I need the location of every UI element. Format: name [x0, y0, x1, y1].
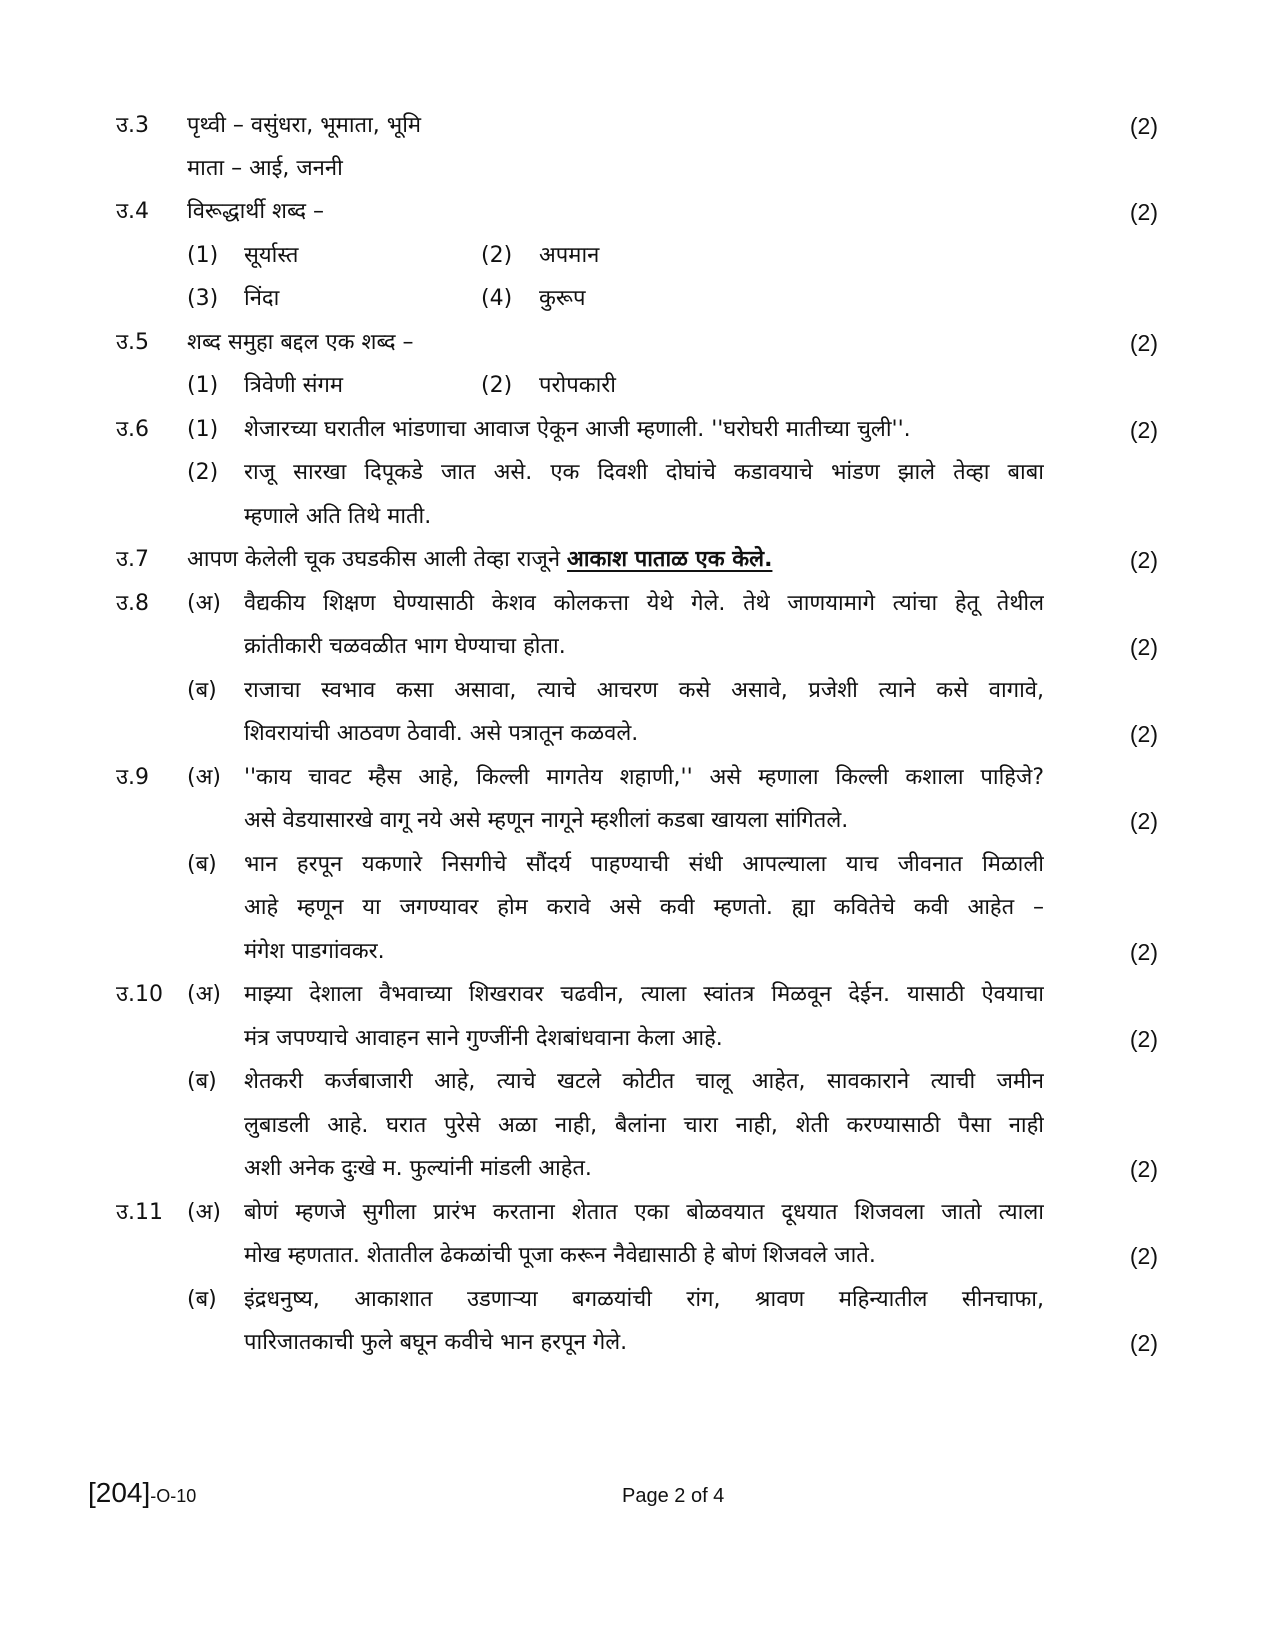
question-heading: शब्द समुहा बद्दल एक शब्द – [187, 330, 414, 355]
question-number: उ.6 [116, 417, 150, 442]
question-9-a-line-2 [0, 801, 1275, 841]
answer-text: म्हणाले अति तिथे माती. [244, 504, 432, 529]
marks: (2) [1129, 808, 1158, 834]
marks: (2) [1129, 1026, 1158, 1052]
answer-text: मंत्र जपण्याचे आवाहन साने गुण्जींनी देशबांधवाना केला आहे. [244, 1026, 723, 1051]
question-4-pair-2 [0, 279, 1275, 319]
marks: (2) [1129, 1330, 1158, 1356]
question-3-line-1 [0, 106, 1275, 146]
question-5-heading [0, 323, 1275, 363]
question-11-b [0, 1280, 1275, 1320]
question-number: उ.8 [116, 591, 150, 616]
question-11-a-line-2 [0, 1236, 1275, 1276]
question-8-a-line-2 [0, 627, 1275, 667]
answer-text: आहे म्हणून या जगण्यावर होम करावे असे कवी म्हणतो. ह्या कवितेचे कवी आहेत – [244, 895, 1044, 920]
question-6-item-2 [0, 453, 1275, 493]
item-number: (अ) [187, 765, 221, 790]
underlined-idiom: आकाश पाताळ एक केले. [567, 547, 773, 572]
answer-text [187, 540, 772, 580]
item-text: त्रिवेणी संगम [244, 373, 344, 398]
question-9-b-line-2 [0, 888, 1275, 928]
answer-text: राजू सारखा दिपूकडे जात असे. एक दिवशी दोघांचे कडावयाचे भांडण झाले तेव्हा बाबा [244, 460, 1044, 485]
answer-text: शेतकरी कर्जबाजारी आहे, त्याचे खटले कोटीत चालू आहेत, सावकाराने त्याची जमीन [244, 1069, 1044, 1094]
question-9-a [0, 758, 1275, 798]
question-8-b-line-2 [0, 714, 1275, 754]
marks: (2) [1129, 113, 1158, 139]
answer-text: लुबाडली आहे. घरात पुरेसे अळा नाही, बैलांना चारा नाही, शेती करण्यासाठी पैसा नाही [244, 1113, 1044, 1138]
question-10-b-line-3 [0, 1149, 1275, 1189]
item-text: अपमान [539, 243, 600, 268]
marks: (2) [1129, 721, 1158, 747]
answer-text: मंगेश पाडगांवकर. [244, 939, 385, 964]
answer-text: माता – आई, जननी [187, 156, 343, 181]
item-number: (2) [187, 460, 219, 485]
answer-text: क्रांतीकारी चळवळीत भाग घेण्याचा होता. [244, 634, 566, 659]
question-number: उ.4 [116, 199, 150, 224]
question-number: उ.9 [116, 765, 150, 790]
item-number: (अ) [187, 1200, 221, 1225]
question-number: उ.10 [116, 982, 164, 1007]
item-text: सूर्यास्त [244, 243, 299, 268]
item-number: (ब) [187, 1069, 217, 1094]
question-4-pair-1 [0, 236, 1275, 276]
item-text: निंदा [244, 286, 280, 311]
marks: (2) [1129, 330, 1158, 356]
marks: (2) [1129, 939, 1158, 965]
item-number: (ब) [187, 852, 217, 877]
question-5-pair-1 [0, 366, 1275, 406]
marks: (2) [1129, 1243, 1158, 1269]
answer-text: ''काय चावट म्हैस आहे, किल्ली मागतेय शहाणी,'' असे म्हणाला किल्ली कशाला पाहिजे? [244, 765, 1044, 790]
marks: (2) [1129, 634, 1158, 660]
marks: (2) [1129, 1156, 1158, 1182]
answer-text: पृथ्वी – वसुंधरा, भूमाता, भूमि [187, 113, 422, 138]
answer-text: बोणं म्हणजे सुगीला प्रारंभ करताना शेतात एका बोळवयात दूधयात शिजवला जातो त्याला [244, 1200, 1044, 1225]
answer-text: मोख म्हणतात. शेतातील ढेकळांची पूजा करून नैवेद्यासाठी हे बोणं शिजवले जाते. [244, 1243, 876, 1268]
question-number: उ.5 [116, 330, 150, 355]
marks: (2) [1129, 417, 1158, 443]
marks: (2) [1129, 199, 1158, 225]
question-10-a-line-2 [0, 1019, 1275, 1059]
marks: (2) [1129, 547, 1158, 573]
paper-code-main: [204] [88, 1477, 151, 1508]
item-number: (ब) [187, 1287, 217, 1312]
item-text: परोपकारी [539, 373, 616, 398]
answer-text: शिवरायांची आठवण ठेवावी. असे पत्रातून कळवले. [244, 721, 639, 746]
item-number: (अ) [187, 591, 221, 616]
item-text: कुरूप [539, 286, 586, 311]
answer-text: भान हरपून यकणारे निसगीचे सौंदर्य पाहण्याची संधी आपल्याला याच जीवनात मिळाली [244, 852, 1044, 877]
item-number: (1) [187, 373, 219, 398]
answer-text: असे वेडयासारखे वागू नये असे म्हणून नागूने म्हशीलां कडबा खायला सांगितले. [244, 808, 849, 833]
question-6-item-2-line-2 [0, 497, 1275, 537]
answer-text: माझ्या देशाला वैभवाच्या शिखरावर चढवीन, त्याला स्वांतत्र मिळवून देईन. यासाठी ऐवयाचा [244, 982, 1044, 1007]
question-11-a [0, 1193, 1275, 1233]
question-10-b [0, 1062, 1275, 1102]
item-number: (2) [481, 243, 513, 268]
question-number: उ.3 [116, 113, 150, 138]
question-7 [0, 540, 1275, 580]
question-10-a [0, 975, 1275, 1015]
question-8-a [0, 584, 1275, 624]
item-number: (4) [481, 286, 513, 311]
question-number: उ.7 [116, 547, 150, 572]
question-9-b [0, 845, 1275, 885]
item-number: (3) [187, 286, 219, 311]
item-number: (ब) [187, 678, 217, 703]
answer-text: वैद्यकीय शिक्षण घेण्यासाठी केशव कोलकत्ता येथे गेले. तेथे जाणयामागे त्यांचा हेतू तेथील [244, 591, 1044, 616]
item-number: (अ) [187, 982, 221, 1007]
question-11-b-line-2 [0, 1323, 1275, 1363]
answer-plain-text: आपण केलेली चूक उघडकीस आली तेव्हा राजूने [187, 547, 568, 572]
paper-code [88, 1477, 196, 1509]
item-number: (1) [187, 417, 219, 442]
question-9-b-line-3 [0, 932, 1275, 972]
question-number: उ.11 [116, 1200, 164, 1225]
answer-text: राजाचा स्वभाव कसा असावा, त्याचे आचरण कसे असावे, प्रजेशी त्याने कसे वागावे, [244, 678, 1044, 703]
question-4-heading [0, 192, 1275, 232]
question-10-b-line-2 [0, 1106, 1275, 1146]
question-heading: विरूद्धार्थी शब्द – [187, 199, 325, 224]
question-8-b [0, 671, 1275, 711]
question-6-item-1 [0, 410, 1275, 450]
item-number: (2) [481, 373, 513, 398]
answer-text: अशी अनेक दुःखे म. फुल्यांनी मांडली आहेत. [244, 1156, 592, 1181]
paper-code-suffix: -O-10 [150, 1486, 197, 1506]
answer-text: इंद्रधनुष्य, आकाशात उडणाऱ्या बगळयांची रांग, श्रावण महिन्यातील सीनचाफा, [244, 1287, 1044, 1312]
answer-text: शेजारच्या घरातील भांडणाचा आवाज ऐकून आजी म्हणाली. ''घरोघरी मातीच्या चुली''. [244, 417, 911, 442]
page-number: Page 2 of 4 [622, 1485, 725, 1507]
item-number: (1) [187, 243, 219, 268]
answer-text: पारिजातकाची फुले बघून कवीचे भान हरपून गेले. [244, 1330, 628, 1355]
question-3-line-2 [0, 149, 1275, 189]
